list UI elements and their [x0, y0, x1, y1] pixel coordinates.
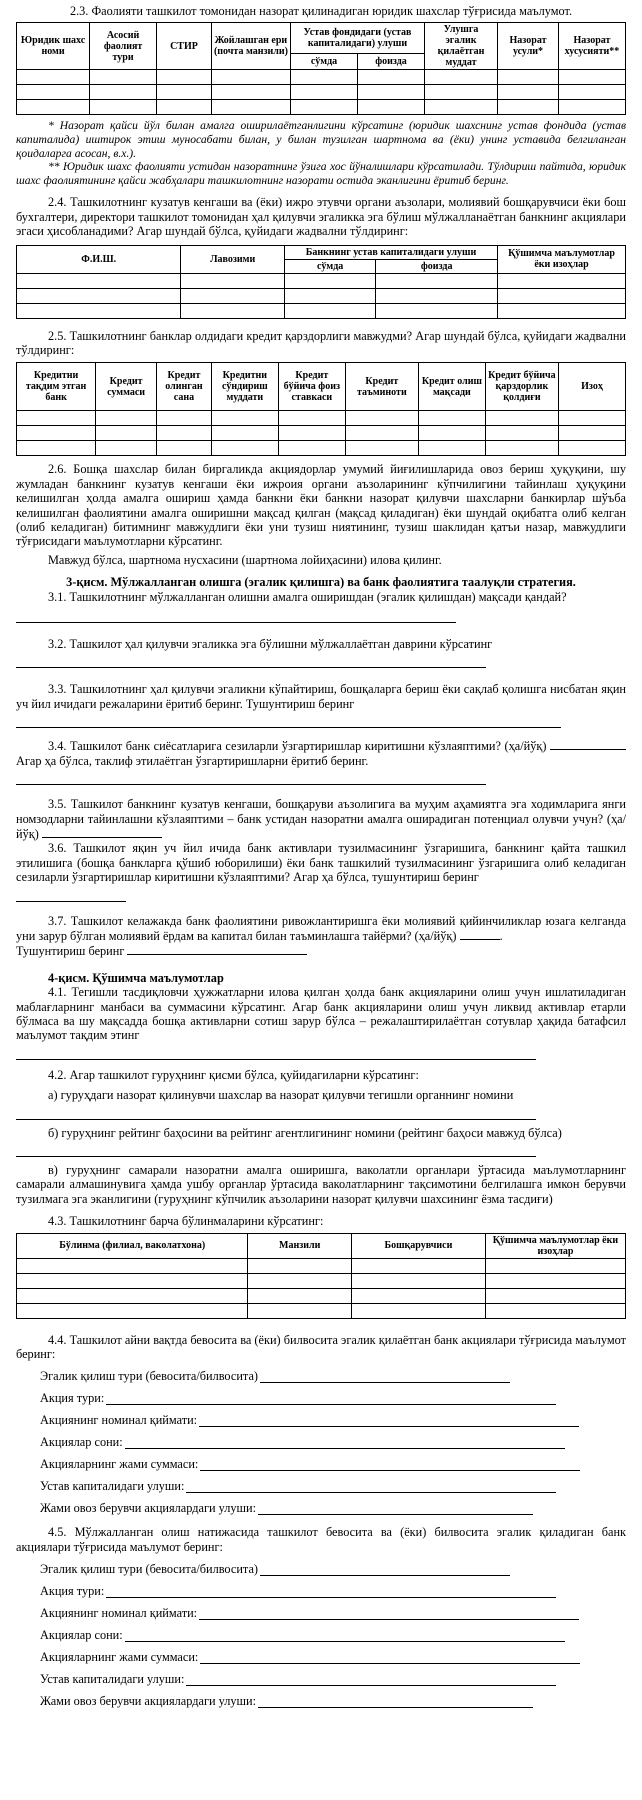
answer-line[interactable] [460, 928, 500, 940]
section-2-4-text: 2.4. Ташкилотнинг кузатув кенгаши ва (ёки) ижро этувчи органи аъзолари, молиявий бошқарувчиси ёки бош бухгалтери, директори ташкилот томонидан ҳал қилувчи эгаликка эга бўлиш мўлжалланаётган банкнинг акциялари эгаси ҳисобланадими? Агар шундай бўлса, қуйидаги жадвални тўлдиринг: [16, 195, 626, 239]
answer-line[interactable] [16, 1047, 536, 1060]
sub-header: сўмда [284, 259, 375, 273]
table-row[interactable] [17, 70, 626, 85]
col-header: Банкнинг устав капиталидаги улуши [284, 245, 497, 259]
question-4-5: 4.5. Мўлжалланган олиш натижасида ташкилот бевосита ва (ёки) билвосита эгалик қиладиган банк акциялари тўғрисида маълумот беринг: [16, 1525, 626, 1554]
sub-header: фоизда [376, 259, 498, 273]
table-row[interactable] [17, 273, 626, 288]
field-label: Устав капиталидаги улуши: [40, 1671, 185, 1686]
answer-line[interactable] [16, 772, 486, 785]
answer-line[interactable] [16, 1107, 536, 1120]
question-3-7b-text: Тушунтириш беринг [16, 944, 125, 959]
question-3-4-followup: Агар ҳа бўлса, таклиф этилаётган ўзгартиришларни ёритиб беринг. [16, 753, 369, 768]
col-header: Назорат усули* [498, 23, 559, 70]
answer-line[interactable] [16, 889, 126, 902]
question-4-4: 4.4. Ташкилот айни вақтда бевосита ва (ёки) билвосита эгалик қилаётган банк акциялари тўғрисида маълумот беринг: [16, 1332, 626, 1362]
field-input[interactable] [260, 1563, 510, 1576]
col-header: Кредит суммаси [96, 363, 157, 411]
field-input[interactable] [125, 1436, 565, 1449]
question-3-5 [16, 797, 626, 841]
table-row[interactable] [17, 1303, 626, 1318]
field-input[interactable] [200, 1651, 580, 1664]
sub-header: сўмда [291, 53, 358, 70]
question-3-4-text: 3.4. Ташкилот банк сиёсатларига сезиларли ўзгартиришлар киритишни кўзлаяптими? (ҳа/йўқ) [48, 739, 547, 754]
section-2-5-text: 2.5. Ташкилотнинг банклар олдидаги кредит қарздорлиги мавжудми? Агар шундай бўлса, қуйидаги жадвални тўлдиринг: [16, 328, 626, 357]
col-header: Кредит бўйича фоиз ставкаси [278, 363, 345, 411]
question-4-2: 4.2. Агар ташкилот гуруҳнинг қисми бўлса, қуйидагиларни кўрсатинг: [48, 1067, 419, 1082]
field-input[interactable] [106, 1392, 556, 1405]
table-row[interactable] [17, 1258, 626, 1273]
field-input[interactable] [199, 1414, 579, 1427]
branches-table [16, 1233, 626, 1319]
col-header: Устав фондидаги (устав капиталидаги) улуши [291, 23, 425, 53]
footnote-1: * Назорат қайси йўл билан амалга оширилаётганлигини кўрсатинг (юридик шахснинг устав фондида (устав капиталида) иштирок этиш муносабати билан, у билан тузилган шартнома ва (ёки) унинг уставида белгиланган қоидаларга асосан, в.х.). [16, 119, 626, 160]
answer-line[interactable] [16, 715, 561, 728]
field-label: Устав капиталидаги улуши: [40, 1479, 185, 1494]
col-header: Кредитни сўндириш муддати [211, 363, 278, 411]
table-row[interactable] [17, 1288, 626, 1303]
field-input[interactable] [186, 1480, 556, 1493]
part-3-title: 3-қисм. Мўлжалланган олишга (эгалик қилишга) ва банк фаолиятига таалуқли стратегия. [66, 575, 576, 590]
controlled-entities-table [16, 22, 626, 115]
answer-line[interactable] [550, 738, 626, 750]
credits-table [16, 362, 626, 456]
col-header: Изоҳ [558, 363, 625, 411]
question-4-2c: в) гуруҳнинг самарали назоратни амалга оширишга, ваколатли органлари ўртасида маълумотларнинг самарали алмашинувига ҳамда ушбу органлар ўртасида ваколатларнинг тақсимотини белгилашга имкон берувчи тузилмага эга эканлигини (гуруҳнинг кўпчилик аъзоларини назорат қилувчи шахсининг ёзма тасдиғи) [16, 1163, 626, 1206]
field-label: Акцияларнинг жами суммаси: [40, 1649, 199, 1664]
field-input[interactable] [260, 1370, 510, 1383]
col-header: Юридик шахс номи [17, 23, 90, 70]
field-input[interactable] [106, 1585, 556, 1598]
table-row[interactable] [17, 100, 626, 115]
field-input[interactable] [200, 1458, 580, 1471]
col-header: Улушга эгалик қилаётган муддат [424, 23, 497, 70]
question-4-2a: а) гуруҳдаги назорат қилинувчи шахслар ва назорат қилувчи тегишли органнинг номини [48, 1088, 514, 1103]
col-header: Бўлинма (филиал, ваколатхона) [17, 1233, 248, 1258]
col-header: Ф.И.Ш. [17, 245, 181, 273]
sub-header: фоизда [358, 53, 425, 70]
col-header: Назорат хусусияти** [558, 23, 625, 70]
col-header: Манзили [248, 1233, 352, 1258]
col-header: СТИР [157, 23, 212, 70]
col-header: Кредитни тақдим этган банк [17, 363, 96, 411]
field-input[interactable] [258, 1695, 533, 1708]
col-header: Кредит олиш мақсади [418, 363, 485, 411]
answer-line[interactable] [127, 943, 307, 955]
field-label: Жами овоз берувчи акциялардаги улуши: [40, 1693, 257, 1708]
field-label: Акциялар сони: [40, 1435, 123, 1450]
field-label: Акция тури: [40, 1391, 105, 1406]
col-header: Кредит таъминоти [345, 363, 418, 411]
question-4-3: 4.3. Ташкилотнинг барча бўлинмаларини кўрсатинг: [48, 1214, 324, 1229]
table-row[interactable] [17, 303, 626, 318]
field-label: Акцияларнинг жами суммаси: [40, 1457, 199, 1472]
question-3-6: 3.6. Ташкилот яқин уч йил ичида банк активлари тузилмасининг ўзгаришига, банкнинг қайта ташкил этилишига (бошқа банкларга қўшиб юборилиши) ёки банк ташкилий тузилмасининг ўзгаришига олиб келадиган сезиларли ўзгартиришлар киритишни кўзлаяптими? Агар ҳа бўлса, тушунтириш беринг [16, 841, 626, 885]
table-row[interactable] [17, 288, 626, 303]
col-header: Жойлашган ери (почта манзили) [211, 23, 290, 70]
col-header: Кредит олинган сана [157, 363, 212, 411]
section-2-3-title: 2.3. Фаолияти ташкилот томонидан назорат қилинадиган юридик шахслар тўғрисида маълумот. [69, 4, 573, 18]
table-row[interactable] [17, 1273, 626, 1288]
footnote-2: ** Юридик шахс фаолияти устидан назоратнинг ўзига хос йўналишлари кўрсатилади. Тўлдириш пайтида, юридик шахс фаолиятининг қайси жабҳалари ташкилотнинг назорати остида эканлигини ёритиб беринг. [16, 160, 626, 187]
col-header: Қўшимча маълумотлар ёки изоҳлар [485, 1233, 625, 1258]
col-header: Қўшимча маълумотлар ёки изоҳлар [498, 245, 626, 273]
question-3-4 [16, 738, 626, 768]
current-shares-fields [16, 1361, 626, 1515]
question-3-5-text: 3.5. Ташкилот банкнинг кузатув кенгаши, бошқаруви аъзолигига ва муҳим аҳамиятга эга ходимларига янги номзодларни тайинлашни кўзлаяптими – банк устидан назоратни амалга оширадиган потенциал олувчи учун? (ҳа/йўқ) [16, 797, 626, 841]
shareholders-table [16, 245, 626, 319]
answer-line[interactable] [16, 610, 456, 623]
field-label: Акциянинг номинал қиймати: [40, 1413, 198, 1428]
col-header: Лавозими [181, 245, 285, 273]
question-3-7b [16, 943, 626, 958]
field-label: Акция тури: [40, 1583, 105, 1598]
question-4-1: 4.1. Тегишли тасдиқловчи ҳужжатларни илова қилган ҳолда банк акцияларини олиш учун ишлатиладиган маблағларнинг манбаси ва суммасини кўрсатинг. Агар банк акцияларини олиш учун ликвид активлар етарли бўлмаса ва шу мақсадда бошқа активларни сотиш зарур бўлса – режалаштирилаётган сотувлар ҳақида батафсил маълумот тақдим этинг [16, 985, 626, 1043]
question-3-7: 3.7. Ташкилот келажакда банк фаолиятини ривожлантиришга ёки молиявий қийинчиликлар юзага келганда уни зарур бўлган молиявий ёрдам ва капитал билан таъминлашга тайёрми? (ҳа/йўқ) . [16, 913, 626, 943]
answer-line[interactable] [16, 655, 486, 668]
section-2-6-text: 2.6. Бошқа шахслар билан биргаликда акциядорлар умумий йиғилишларида овоз бериш ҳуқуқини, шу жумладан банкнинг кузатув кенгаши ёки ижроия органи аъзоларининг кўпчилигини тайинлаш ҳуқуқини келишилган ҳолда амалга ошириш ҳамда банкни ёки банкни назорат қилувчи шахсларни банкирлар шўъба келишилган фаолиятини амалга оширишни мақсад қилган (мақсад қиладиган) ёки шундай оқибатга олиб келган (олиб келадиган) битимнинг мавжудлиги ёки уни тузиш ниятининг, тузиш шаклидан қатъи назар, мавжудлиги тўғрисидаги маълумотларни кўрсатинг. [16, 462, 626, 549]
part-4-title: 4-қисм. Қўшимча маълумотлар [48, 970, 224, 985]
field-label: Акциянинг номинал қиймати: [40, 1605, 198, 1620]
col-header: Асосий фаолият тури [90, 23, 157, 70]
field-label: Жами овоз берувчи акциялардаги улуши: [40, 1501, 257, 1516]
field-label: Акциялар сони: [40, 1627, 123, 1642]
attach-note: Мавжуд бўлса, шартнома нусхасини (шартнома лойиҳасини) илова қилинг. [48, 552, 442, 567]
table-row[interactable] [17, 411, 626, 426]
answer-line[interactable] [42, 826, 162, 838]
table-row[interactable] [17, 441, 626, 456]
answer-line[interactable] [16, 1144, 536, 1157]
question-3-3: 3.3. Ташкилотнинг ҳал қилувчи эгаликни кўпайтириш, бошқаларга бериш ёки сақлаб қолишга нисбатан яқин уч йил ичидаги режаларини ёритиб беринг. Тушунтириш беринг [16, 682, 626, 711]
field-input[interactable] [186, 1673, 556, 1686]
field-label: Эгалик қилиш тури (бевосита/билвосита) [40, 1369, 258, 1384]
field-input[interactable] [125, 1629, 565, 1642]
intended-shares-fields [16, 1554, 626, 1708]
question-3-7-text: 3.7. Ташкилот келажакда банк фаолиятини ривожлантиришга ёки молиявий қийинчиликлар юзага келганда уни зарур бўлган молиявий ёрдам ва капитал билан таъминлашга тайёрми? (ҳа/йўқ) [16, 913, 626, 943]
col-header: Кредит бўйича қарздорлик қолдиғи [485, 363, 558, 411]
question-3-2: 3.2. Ташкилот ҳал қилувчи эгаликка эга бўлишни мўлжаллаётган даврини кўрсатинг [48, 637, 493, 652]
field-input[interactable] [258, 1502, 533, 1515]
table-row[interactable] [17, 426, 626, 441]
field-input[interactable] [199, 1607, 579, 1620]
col-header: Бошқарувчиси [351, 1233, 485, 1258]
question-4-2b: б) гуруҳнинг рейтинг баҳосини ва рейтинг агентлигининг номини (рейтинг баҳоси мавжуд бўлса) [48, 1125, 562, 1140]
field-label: Эгалик қилиш тури (бевосита/билвосита) [40, 1561, 258, 1576]
question-3-1: 3.1. Ташкилотнинг мўлжалланган олишни амалга оширишдан (эгалик қилишдан) мақсади қандай? [48, 589, 567, 604]
table-row[interactable] [17, 85, 626, 100]
